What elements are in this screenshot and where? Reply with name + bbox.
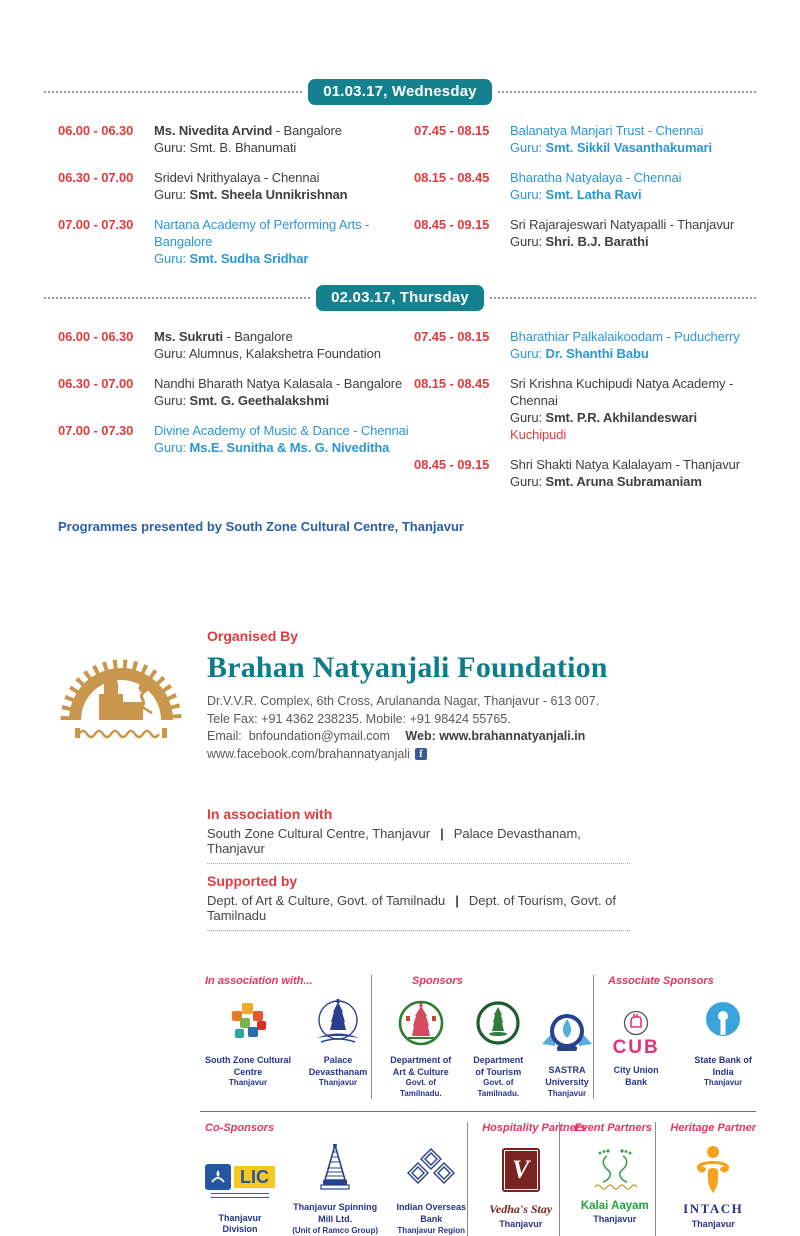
schedule-col-left bbox=[58, 122, 414, 280]
schedule-entry bbox=[414, 328, 756, 362]
schedule-col-right bbox=[414, 328, 756, 503]
logo-caption: Indian Overseas Bank Thanjavur Region bbox=[396, 1202, 466, 1235]
supported-by-heading: Supported by bbox=[207, 873, 298, 889]
entry-time: 07.00 - 07.30 bbox=[58, 217, 134, 232]
group-in-association bbox=[205, 975, 371, 1099]
sponsor-band-1 bbox=[205, 975, 756, 1099]
logo-sastra bbox=[541, 1006, 593, 1099]
lic-redline bbox=[211, 1193, 269, 1198]
schedule-entry bbox=[58, 422, 414, 456]
cub-emblem-icon bbox=[623, 1010, 649, 1036]
supported-by-line: Dept. of Art & Culture, Govt. of Tamilnadu | Dept. of Tourism, Govt. of Tamilnadu bbox=[207, 893, 630, 931]
logo-intach bbox=[683, 1143, 743, 1231]
entry-title: Ms. Nivedita Arvind - Bangalore bbox=[154, 123, 342, 138]
bnf-logo-icon bbox=[55, 638, 187, 770]
spinning-mill-logo-icon bbox=[315, 1144, 355, 1196]
logo-cub bbox=[608, 1006, 664, 1088]
schedule-entry bbox=[414, 216, 756, 250]
entry-text bbox=[154, 422, 409, 456]
facebook-icon: f bbox=[415, 748, 427, 760]
logo-tn-tourism bbox=[470, 996, 527, 1099]
kalai-aayam-logo-icon bbox=[587, 1146, 643, 1194]
session-wednesday bbox=[0, 79, 800, 280]
entry-guru: Guru: Smt. Aruna Subramaniam bbox=[510, 474, 702, 489]
entry-title: Sri Krishna Kuchipudi Natya Academy - Chennai bbox=[510, 376, 734, 408]
cub-wordmark: CUB bbox=[612, 1036, 660, 1058]
logo-caption: Thanjavur bbox=[499, 1219, 543, 1230]
lic-wordmark: LIC bbox=[234, 1166, 275, 1188]
date-pill: 02.03.17, Thursday bbox=[316, 285, 484, 311]
partners-text-section bbox=[207, 806, 630, 931]
schedule-entry bbox=[414, 122, 756, 156]
entry-text bbox=[154, 216, 414, 267]
entry-time: 06.00 - 06.30 bbox=[58, 329, 134, 344]
logo-caption: Thanjavur bbox=[691, 1219, 735, 1230]
schedule-columns bbox=[58, 328, 756, 503]
entry-time: 08.15 - 08.45 bbox=[414, 170, 490, 185]
entry-guru: Guru: Alumnus, Kalakshetra Foundation bbox=[154, 346, 381, 361]
entry-time: 07.45 - 08.15 bbox=[414, 329, 490, 344]
entry-text bbox=[510, 456, 740, 490]
bnf-logo bbox=[55, 638, 187, 770]
logo-caption: Thanjavur Division bbox=[218, 1212, 262, 1235]
entry-text bbox=[154, 169, 348, 203]
band-heading: Sponsors bbox=[412, 975, 463, 987]
entry-time: 08.45 - 09.15 bbox=[414, 217, 490, 232]
email-value[interactable]: bnfoundation@ymail.com bbox=[248, 729, 390, 743]
entry-title: Balanatya Manjari Trust - Chennai bbox=[510, 123, 704, 138]
schedule-col-right bbox=[414, 122, 756, 280]
vedhas-stay-logo-icon: V bbox=[502, 1148, 540, 1192]
logo-spinning-mill bbox=[289, 1143, 381, 1236]
entry-guru: Guru: Smt. P.R. Akhilandeswari Kuchipudi bbox=[510, 410, 698, 442]
entry-title: Divine Academy of Music & Dance - Chennai bbox=[154, 423, 409, 438]
entry-guru: Guru: Ms.E. Sunitha & Ms. G. Niveditha bbox=[154, 440, 390, 455]
schedule-columns bbox=[58, 122, 756, 280]
entry-title: Sri Rajarajeswari Natyapalli - Thanjavur bbox=[510, 217, 735, 232]
logo-kalai-aayam bbox=[581, 1143, 649, 1226]
schedule-entry bbox=[58, 216, 414, 267]
lic-emblem-icon bbox=[205, 1164, 231, 1190]
logo-szcc bbox=[205, 996, 291, 1089]
band-divider bbox=[200, 1111, 756, 1112]
logo-vedhas-stay bbox=[489, 1143, 552, 1231]
entry-guru: Guru: Smt. B. Bhanumati bbox=[154, 140, 297, 155]
entry-guru: Guru: Smt. Sikkil Vasanthakumari bbox=[510, 140, 713, 155]
group-associate-sponsors bbox=[593, 975, 756, 1099]
logo-tn-art-culture bbox=[386, 996, 456, 1099]
entry-title: Ms. Sukruti - Bangalore bbox=[154, 329, 293, 344]
in-association-heading: In association with bbox=[207, 806, 333, 822]
entry-title: Bharatha Natyalaya - Chennai bbox=[510, 170, 682, 185]
sponsor-band-2 bbox=[205, 1122, 756, 1236]
logo-caption: Thanjavur bbox=[593, 1214, 637, 1225]
entry-title: Nartana Academy of Performing Arts - Bangalore bbox=[154, 217, 370, 249]
separator: | bbox=[440, 826, 444, 841]
entry-title: Shri Shakti Natya Kalalayam - Thanjavur bbox=[510, 457, 740, 472]
entry-guru: Guru: Smt. Latha Ravi bbox=[510, 187, 642, 202]
vedhas-stay-wordmark: Vedha's Stay bbox=[489, 1202, 553, 1217]
website-link[interactable]: Web: www.brahannatyanjali.in bbox=[405, 729, 586, 743]
presented-by-note: Programmes presented by South Zone Cultural Centre, Thanjavur bbox=[58, 519, 464, 534]
entry-text bbox=[154, 375, 402, 409]
address-line: Dr.V.V.R. Complex, 6th Cross, Arulananda Nagar, Thanjavur - 613 007. bbox=[207, 694, 600, 708]
lic-emblem bbox=[205, 1164, 275, 1190]
entry-time: 07.45 - 08.15 bbox=[414, 123, 490, 138]
logo-caption: State Bank of India Thanjavur bbox=[694, 1055, 752, 1088]
logo-palace-devasthanam bbox=[305, 996, 371, 1089]
szcc-logo-icon bbox=[227, 1002, 269, 1044]
band-heading: Co-Sponsors bbox=[205, 1122, 275, 1135]
logo-caption: Department of Tourism Govt. of Tamilnadu. bbox=[473, 1055, 524, 1098]
foundation-name: Brahan Natyanjali Foundation bbox=[207, 651, 608, 684]
schedule-entry bbox=[414, 169, 756, 203]
session-thursday bbox=[0, 285, 800, 503]
schedule-entry bbox=[414, 456, 756, 490]
facebook-line bbox=[207, 746, 608, 764]
schedule-entry bbox=[414, 375, 756, 443]
logo-caption: Palace Devasthanam Thanjavur bbox=[308, 1055, 368, 1088]
intach-logo-icon bbox=[691, 1145, 735, 1195]
logo-caption: South Zone Cultural Centre Thanjavur bbox=[205, 1055, 292, 1088]
organised-by-heading: Organised By bbox=[207, 628, 299, 644]
organiser-info bbox=[207, 626, 608, 770]
entry-guru: Guru: Smt. G. Geethalakshmi bbox=[154, 393, 330, 408]
group-co-sponsors bbox=[205, 1122, 467, 1236]
entry-time: 08.15 - 08.45 bbox=[414, 376, 490, 391]
date-pill: 01.03.17, Wednesday bbox=[308, 79, 492, 105]
schedule-entry bbox=[58, 328, 414, 362]
entry-guru: Guru: Dr. Shanthi Babu bbox=[510, 346, 649, 361]
schedule-entry bbox=[58, 122, 414, 156]
entry-guru: Guru: Smt. Sheela Unnikrishnan bbox=[154, 187, 348, 202]
email-label: Email: bbox=[207, 729, 242, 743]
iob-logo-icon bbox=[405, 1147, 457, 1193]
entry-time: 06.30 - 07.00 bbox=[58, 376, 134, 391]
entry-text bbox=[154, 328, 381, 362]
phone-line: Tele Fax: +91 4362 238235. Mobile: +91 98424 55765. bbox=[207, 711, 511, 726]
entry-time: 06.00 - 06.30 bbox=[58, 123, 134, 138]
group-heritage-partner bbox=[655, 1122, 756, 1236]
entry-guru: Guru: Shri. B.J. Barathi bbox=[510, 234, 649, 249]
logo-caption: Thanjavur Spinning Mill Ltd. (Unit of Ramco Group) bbox=[292, 1202, 378, 1235]
entry-text bbox=[510, 216, 734, 250]
tn-tourism-logo-icon bbox=[476, 1001, 520, 1045]
logo-caption: Department of Art & Culture Govt. of Tamilnadu. bbox=[390, 1055, 452, 1098]
band-heading: Heritage Partner bbox=[670, 1122, 756, 1135]
intach-wordmark: INTACH bbox=[683, 1201, 744, 1217]
band-heading: Associate Sponsors bbox=[608, 975, 714, 987]
email-web-line bbox=[207, 728, 608, 746]
entry-guru: Guru: Smt. Sudha Sridhar bbox=[154, 251, 309, 266]
date-banner bbox=[44, 285, 756, 311]
entry-time: 07.00 - 07.30 bbox=[58, 423, 134, 438]
in-association-line: South Zone Cultural Centre, Thanjavur | Palace Devasthanam, Thanjavur bbox=[207, 826, 630, 864]
entry-title: Nandhi Bharath Natya Kalasala - Bangalore bbox=[154, 376, 403, 391]
facebook-url[interactable]: www.facebook.com/brahannatyanjali bbox=[207, 746, 410, 761]
tn-art-culture-logo-icon bbox=[398, 1000, 444, 1046]
date-banner bbox=[44, 79, 756, 105]
entry-text bbox=[510, 328, 740, 362]
entry-title: Sridevi Nrithyalaya - Chennai bbox=[154, 170, 320, 185]
band-heading: Hospitality Partners bbox=[482, 1122, 587, 1135]
group-sponsors bbox=[371, 975, 593, 1099]
kalai-aayam-wordmark: Kalai Aayam bbox=[580, 1200, 649, 1213]
organiser-section bbox=[55, 626, 756, 770]
sastra-logo-icon bbox=[541, 1010, 593, 1056]
entry-title: Bharathiar Palkalaikoodam - Puducherry bbox=[510, 329, 740, 344]
entry-text bbox=[154, 122, 342, 156]
logo-sbi bbox=[690, 996, 756, 1089]
logo-caption: City Union Bank bbox=[613, 1065, 659, 1088]
schedule-col-left bbox=[58, 328, 414, 503]
logo-lic bbox=[205, 1154, 275, 1236]
entry-text bbox=[510, 169, 681, 203]
entry-time: 08.45 - 09.15 bbox=[414, 457, 490, 472]
sbi-logo-icon bbox=[703, 1000, 743, 1046]
entry-text bbox=[510, 375, 756, 443]
group-hospitality-partners bbox=[467, 1122, 587, 1236]
band-heading: Event Partners bbox=[574, 1122, 652, 1135]
schedule-entry bbox=[58, 375, 414, 409]
band-heading: In association with... bbox=[205, 975, 313, 987]
group-event-partners bbox=[559, 1122, 655, 1236]
schedule-entry bbox=[58, 169, 414, 203]
entry-text bbox=[510, 122, 712, 156]
palace-devasthanam-logo-icon bbox=[313, 998, 363, 1048]
logo-iob bbox=[395, 1143, 467, 1236]
entry-time: 06.30 - 07.00 bbox=[58, 170, 134, 185]
separator: | bbox=[455, 893, 459, 908]
logo-caption: SASTRA University Thanjavur bbox=[545, 1065, 589, 1098]
